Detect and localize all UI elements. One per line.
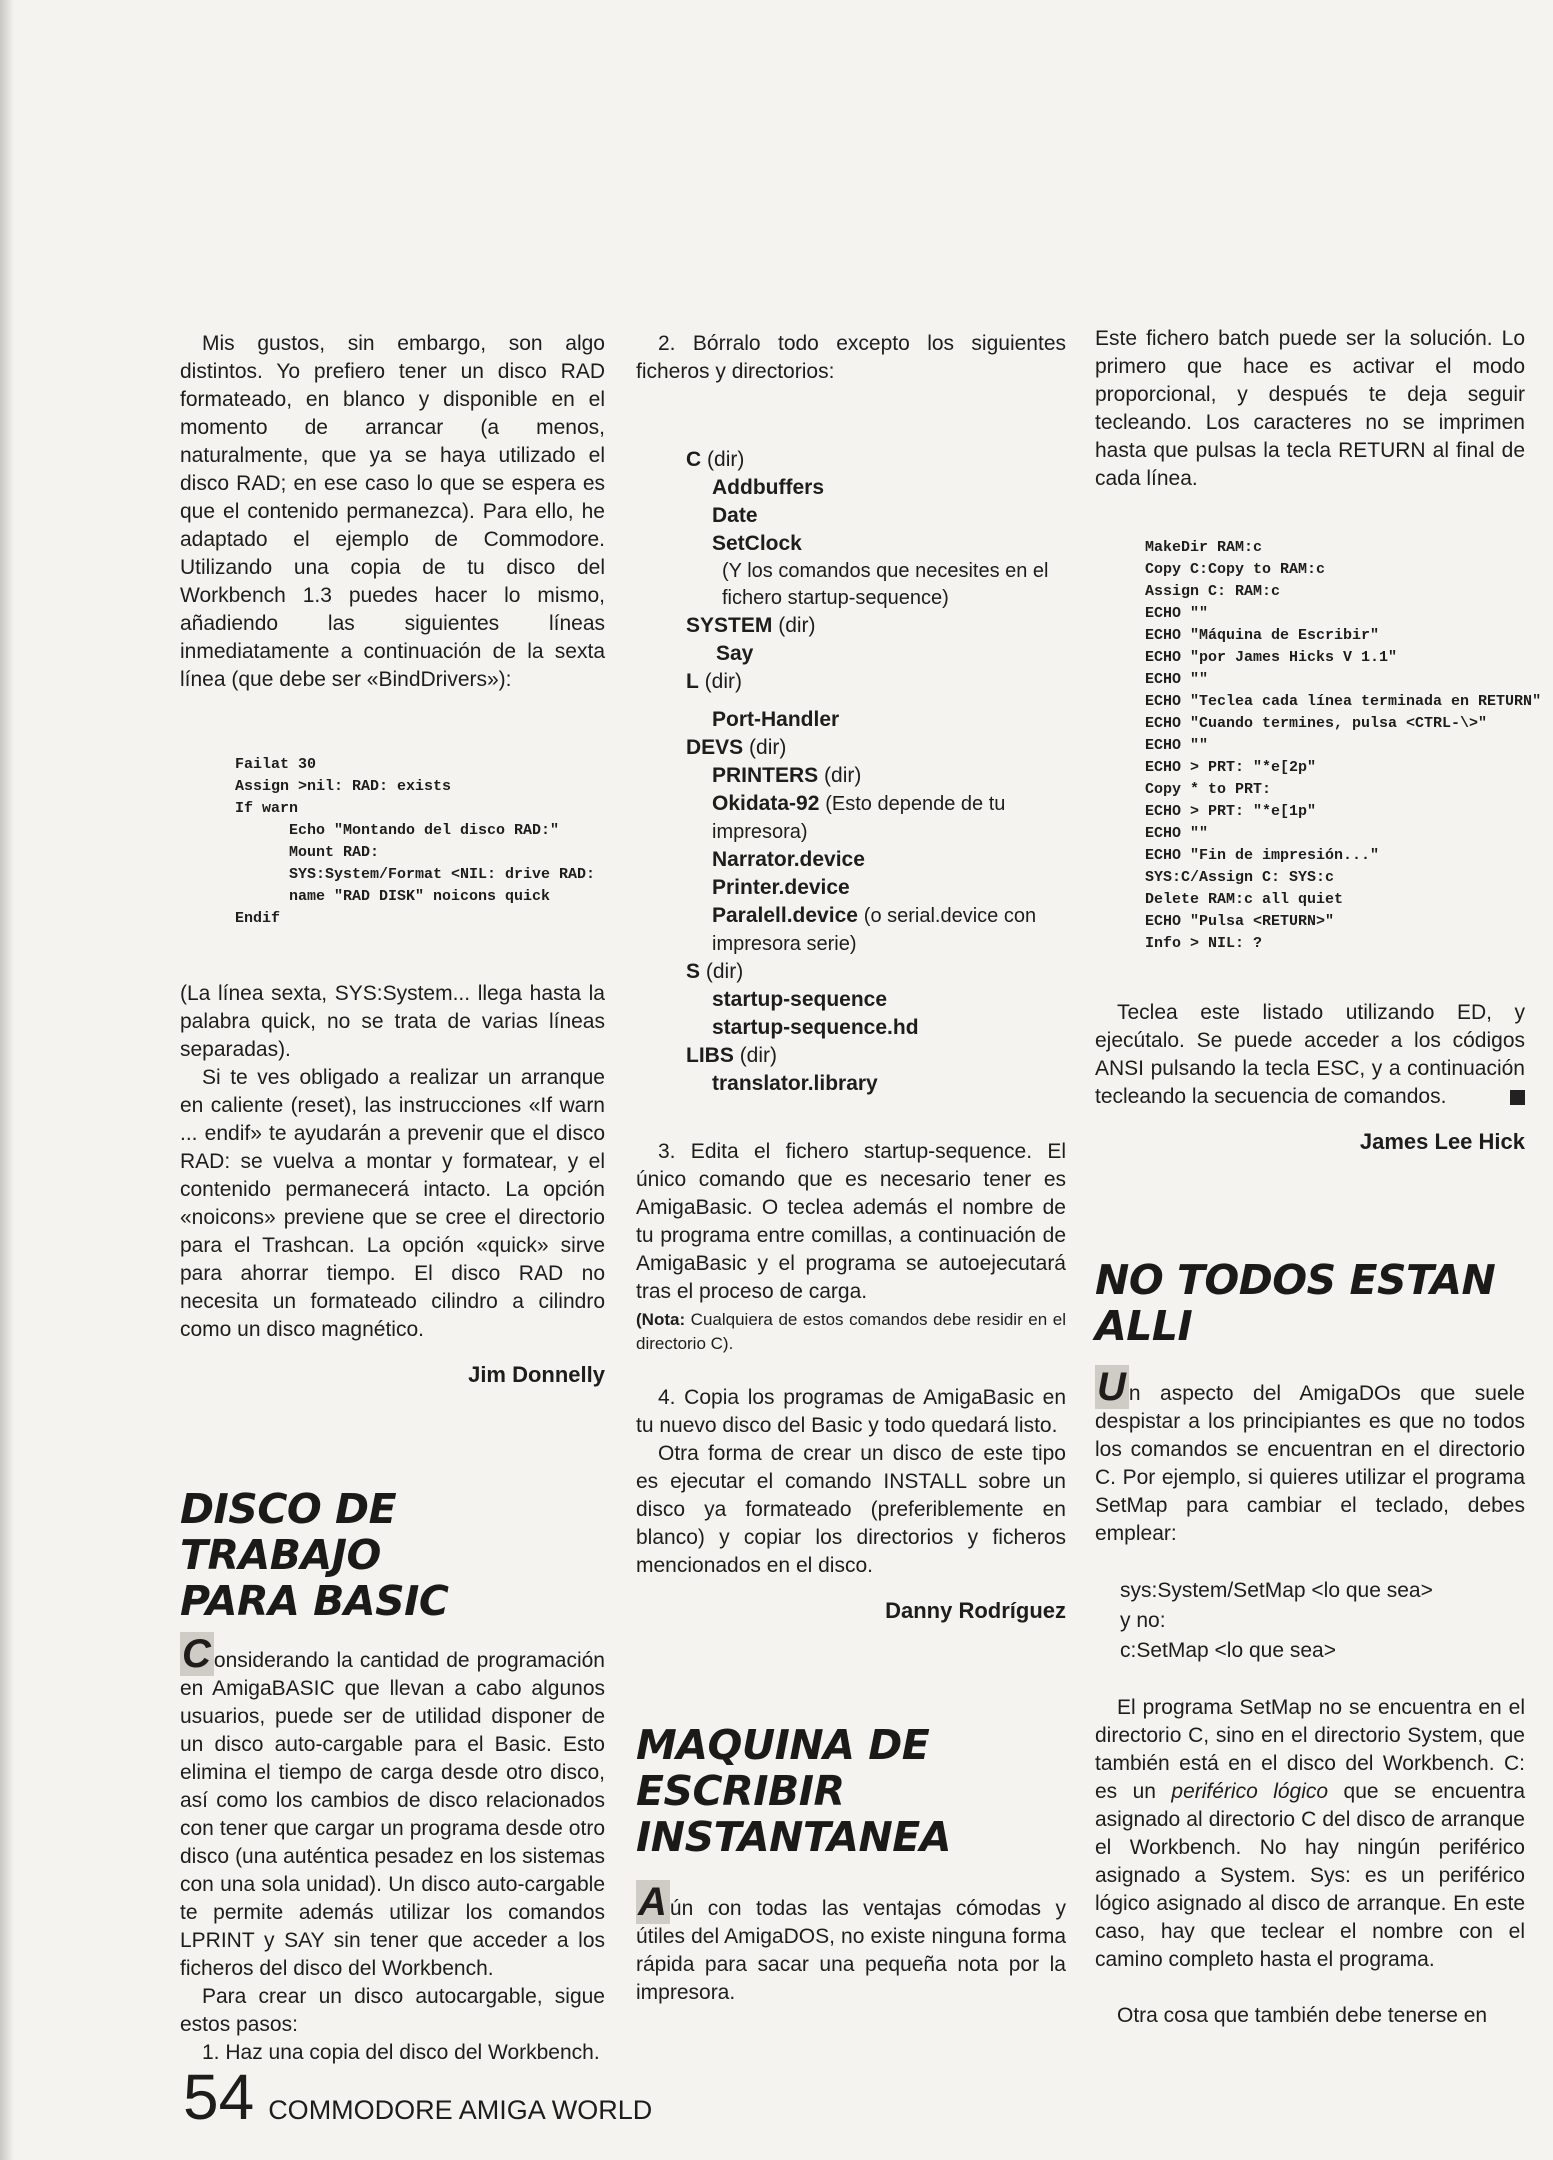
code-line: name "RAD DISK" noicons quick: [235, 888, 551, 905]
paragraph: Para crear un disco autocargable, sigue estos pasos:: [180, 1985, 605, 2036]
file-name: translator.library: [712, 1072, 878, 1095]
paragraph: El programa SetMap no se encuentra en el directorio C, sino en el directorio System, que también está en el disco del Workbench. C: es un periférico lógico que se encuentra asignado al directorio C del disco de arranque el Workbench. No hay ningún periférico asignado a System. Sys: es un periférico lógico asignado al disco de arranque. En este caso, hay que teclear el nombre con el camino completo hasta el programa.: [1095, 1696, 1525, 1971]
code-line: Delete RAM:c all quiet: [1145, 891, 1344, 908]
drop-cap: U: [1095, 1365, 1129, 1409]
code-line: ECHO "": [1145, 671, 1209, 688]
code-line: ECHO "": [1145, 825, 1209, 842]
paragraph: 3. Edita el fichero startup-sequence. El único comando que es necesario tener es AmigaBasic. O teclea además el nombre de tu programa entre comillas, a continuación de AmigaBasic y el programa se autoejecutará tras el proceso de carga.: [636, 1140, 1066, 1303]
command-example: [1095, 1576, 1525, 1666]
paragraph: Si te ves obligado a realizar un arranque en caliente (reset), las instrucciones «If warn ... endif» te ayudarán a prevenir que el disco RAD: se vuelva a montar y formatear, y el contenido permanecerá intacto. La opción «noicons» previene que se cree el directorio para el Trashcan. La opción «quick» sirve para ahorrar tiempo. El disco RAD no necesita un formateado cilindro a cilindro como un disco magnético.: [180, 1066, 605, 1341]
headline-line: PARA BASIC: [180, 1577, 449, 1625]
code-line: If warn: [235, 800, 299, 817]
headline-line: ALLI: [1095, 1302, 1193, 1350]
page-edge-shadow: [0, 0, 14, 2160]
paragraph: Otra forma de crear un disco de este tipo es ejecutar el comando INSTALL sobre un disco ya formateado (preferiblemente en blanco) y copiar los directorios y ficheros mencionados en el disco.: [636, 1442, 1066, 1577]
dir-name: PRINTERS: [712, 764, 819, 787]
note: (Nota: Cualquiera de estos comandos debe residir en el directorio C).: [636, 1310, 1066, 1353]
drop-cap: A: [636, 1880, 670, 1924]
code-line: Copy * to PRT:: [1145, 781, 1272, 798]
code-line: SYS:C/Assign C: SYS:c: [1145, 869, 1335, 886]
headline-line: ESCRIBIR: [636, 1767, 845, 1815]
page-number: 54: [183, 2061, 255, 2133]
file-name: startup-sequence: [712, 988, 888, 1011]
paragraph: Mis gustos, sin embargo, son algo distintos. Yo prefiero tener un disco RAD formateado, en blanco y disponible en el momento de arrancar (a menos, naturalmente, que ya se haya utilizado el disco RAD; en ese caso lo que se espera es que el contenido permanezca). Para ello, he adaptado el ejemplo de Commodore. Utilizando una copia de tu disco del Workbench 1.3 puedes hacer lo mismo, añadiendo las siguientes líneas inmediatamente a continuación de la sexta línea (que debe ser «BindDrivers»):: [180, 332, 605, 691]
article-headline: [180, 1486, 605, 1624]
paragraph: Otra cosa que también debe tenerse en: [1117, 2004, 1488, 2027]
code-line: ECHO "Teclea cada línea terminada en RETURN": [1145, 693, 1542, 710]
headline-line: INSTANTANEA: [636, 1813, 951, 1861]
code-listing-typewriter: [1145, 537, 1542, 955]
code-line: Copy C:Copy to RAM:c: [1145, 561, 1326, 578]
command-line: c:SetMap <lo que sea>: [1120, 1639, 1336, 1662]
code-line: ECHO "Máquina de Escribir": [1145, 627, 1380, 644]
headline-line: NO TODOS ESTAN: [1095, 1256, 1496, 1304]
file-name: Addbuffers: [712, 476, 824, 499]
file-name: Okidata-92: [712, 792, 820, 815]
code-line: Mount RAD:: [235, 844, 380, 861]
file-name: Narrator.device: [712, 848, 865, 871]
code-line: ECHO "": [1145, 605, 1209, 622]
author-signature: Jim Donnelly: [468, 1362, 605, 1387]
author-signature: James Lee Hick: [1359, 1129, 1525, 1154]
paragraph: 1. Haz una copia del disco del Workbench.: [202, 2041, 600, 2064]
file-name: Date: [712, 504, 758, 527]
dir-name: SYSTEM: [686, 614, 773, 637]
code-line: ECHO "": [1145, 737, 1209, 754]
paragraph: (La línea sexta, SYS:System... llega hasta la palabra quick, no se trata de varias líneas separadas).: [180, 982, 605, 1061]
code-line: ECHO "por James Hicks V 1.1": [1145, 649, 1398, 666]
column-2: [636, 330, 1066, 2007]
dir-name: LIBS: [686, 1044, 734, 1067]
command-line: sys:System/SetMap <lo que sea>: [1120, 1579, 1433, 1602]
dir-name: L: [686, 670, 699, 693]
article-headline: [1095, 1257, 1525, 1349]
column-1: [180, 330, 605, 2067]
code-line: Endif: [235, 910, 281, 927]
headline-line: DISCO DE TRABAJO: [180, 1485, 397, 1579]
code-line: MakeDir RAM:c: [1145, 539, 1263, 556]
paragraph: Teclea este listado utilizando ED, y ejecútalo. Se puede acceder a los códigos ANSI pulsando la tecla ESC, y a continuación tecleando la secuencia de comandos.: [1095, 1001, 1525, 1108]
dir-name: DEVS: [686, 736, 744, 759]
code-listing-rad: [235, 754, 605, 930]
end-mark-square: [1510, 1090, 1525, 1105]
command-line: y no:: [1120, 1609, 1166, 1632]
code-line: SYS:System/Format <NIL: drive RAD:: [235, 866, 596, 883]
file-name: Port-Handler: [712, 708, 840, 731]
code-line: Failat 30: [235, 756, 317, 773]
code-line: ECHO > PRT: "*e[2p": [1145, 759, 1317, 776]
paragraph: A ún con todas las ventajas cómodas y útiles del AmigaDOS, no existe ninguna forma rápida para sacar una pequeña nota por la impresora.: [636, 1880, 1066, 2004]
dir-name: S: [686, 960, 701, 983]
code-line: ECHO "Pulsa <RETURN>": [1145, 913, 1335, 930]
directory-tree: C (dir) Addbuffers Date SetClock (Y los comandos que necesites en el fichero startup-sequence) SYSTEM (dir) Say L (dir) Port-Handler DEVS (dir) PRINTERS (dir) Okidata-92 (Esto depende de tu impresora) Narrator.device Printer.device Paralell.device (o serial.device con impresora serie) S (dir) startup-sequence startup-sequence.hd LIBS (dir) translator.library: [686, 446, 1066, 1098]
paragraph: 2. Bórralo todo excepto los siguientes ficheros y directorios:: [636, 332, 1066, 383]
page-footer: [183, 2061, 653, 2133]
code-line: ECHO > PRT: "*e[1p": [1145, 803, 1317, 820]
code-line: ECHO "Cuando termines, pulsa <CTRL-\>": [1145, 715, 1488, 732]
paragraph: U n aspecto del AmigaDOs que suele despistar a los principiantes es que no todos los comandos se encuentran en el directorio C. Por ejemplo, si quieres utilizar el programa SetMap para cambiar el teclado, debes emplear:: [1095, 1365, 1525, 1545]
paragraph: Este fichero batch puede ser la solución. Lo primero que hace es activar el modo proporcional, y después te deja seguir tecleando. Los caracteres no se imprimen hasta que pulsas la tecla RETURN al final de cada línea.: [1095, 327, 1525, 490]
file-name: SetClock: [712, 532, 802, 555]
file-name: Say: [716, 642, 754, 665]
article-headline: [636, 1722, 1066, 1860]
code-line: Info > NIL: ?: [1145, 935, 1263, 952]
dir-name: C: [686, 448, 702, 471]
file-name: Paralell.device: [712, 904, 858, 927]
tree-note: (Y los comandos que necesites en el fichero startup-sequence): [722, 560, 1049, 609]
code-line: ECHO "Fin de impresión...": [1145, 847, 1380, 864]
code-line: Assign C: RAM:c: [1145, 583, 1281, 600]
file-name: startup-sequence.hd: [712, 1016, 919, 1039]
column-3: [1095, 325, 1542, 2030]
magazine-name: COMMODORE AMIGA WORLD: [268, 2095, 653, 2125]
headline-line: MAQUINA DE: [636, 1721, 930, 1769]
code-line: Assign >nil: RAD: exists: [235, 778, 452, 795]
author-signature: Danny Rodríguez: [885, 1598, 1066, 1623]
drop-cap: C: [180, 1632, 214, 1676]
file-name: Printer.device: [712, 876, 850, 899]
paragraph: 4. Copia los programas de AmigaBasic en tu nuevo disco del Basic y todo quedará listo.: [636, 1386, 1066, 1437]
paragraph: C onsiderando la cantidad de programación en AmigaBASIC que llevan a cabo algunos usuarios, puede ser de utilidad disponer de un disco auto-cargable para el Basic. Esto elimina el tiempo de carga desde otro disco, así como los cambios de disco relacionados con tener que cargar un programa desde otro disco (una auténtica pesadez en los sistemas con una sola unidad). Un disco auto-cargable te permite además utilizar los comandos LPRINT y SAY sin tener que acceder a los ficheros del disco del Workbench.: [180, 1632, 605, 1980]
code-line: Echo "Montando del disco RAD:": [235, 822, 560, 839]
